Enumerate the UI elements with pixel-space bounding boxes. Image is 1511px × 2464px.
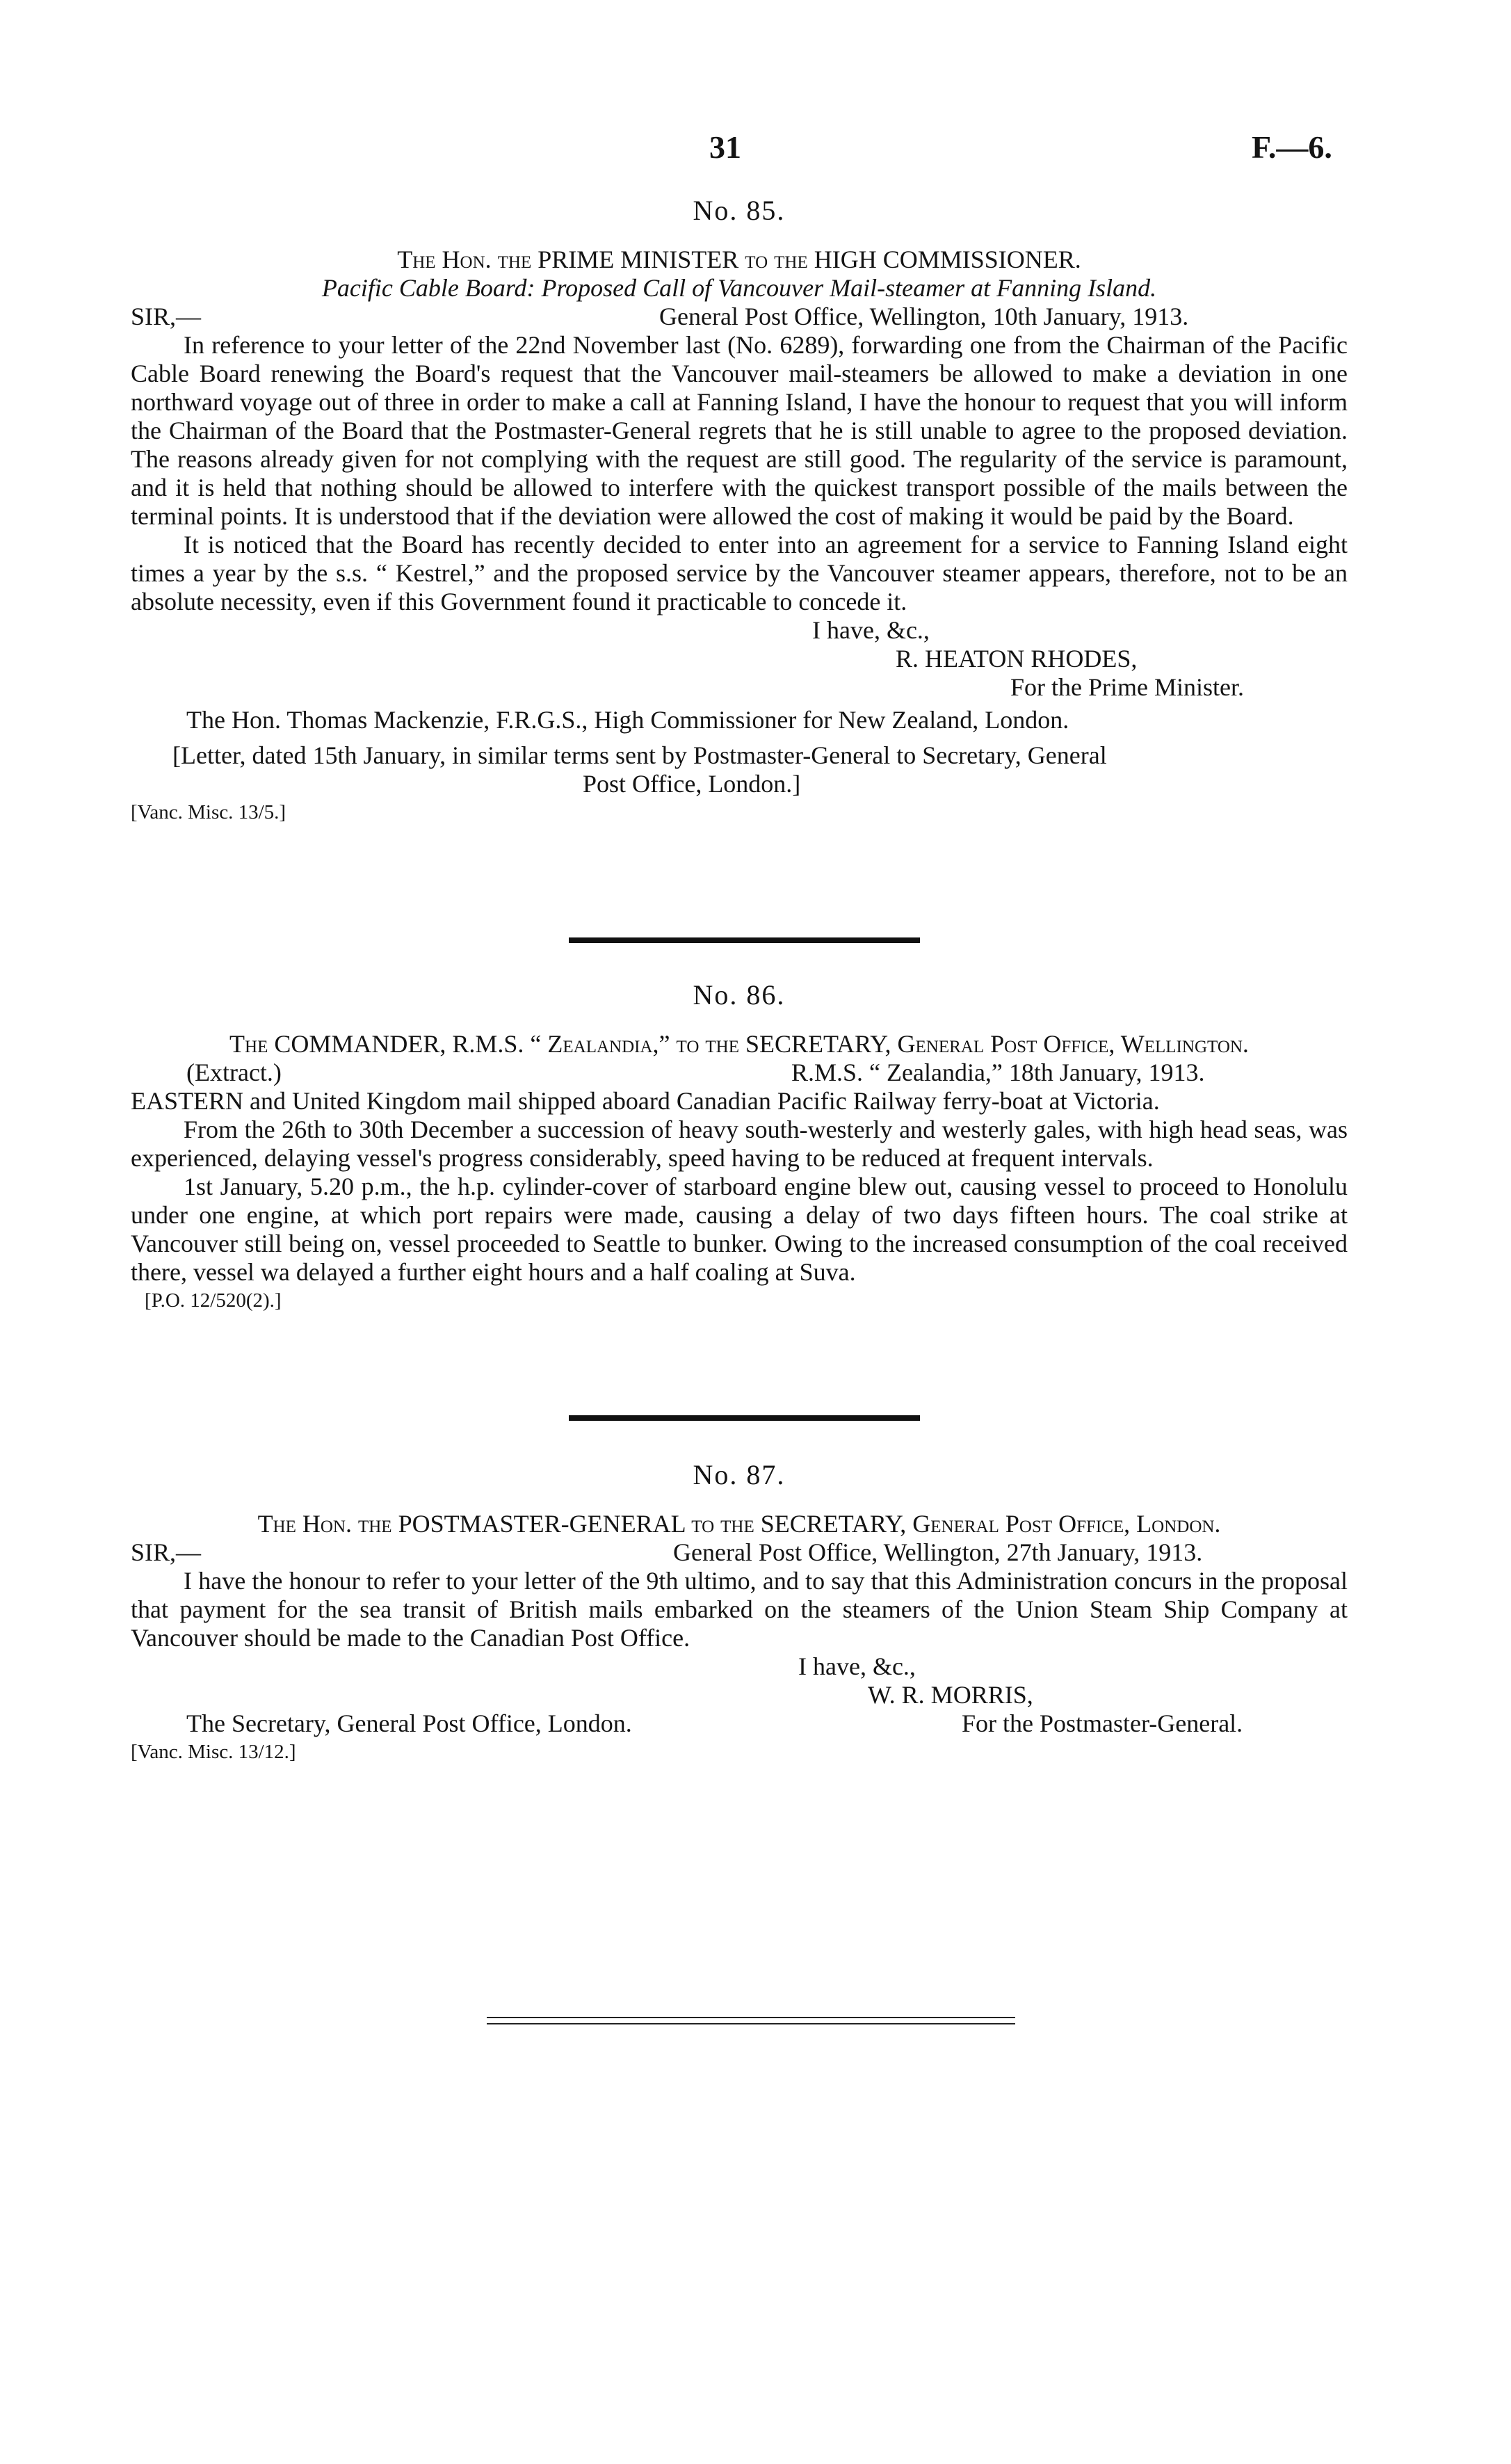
signature-row bbox=[131, 1681, 1348, 1709]
addressee: The Hon. Thomas Mackenzie, F.R.G.S., High Commissioner for New Zealand, London. bbox=[186, 706, 1069, 734]
note-row bbox=[131, 770, 1348, 798]
document-subject: Pacific Cable Board: Proposed Call of Vancouver Mail-steamer at Fanning Island. bbox=[321, 274, 1157, 302]
document-87 bbox=[131, 1460, 1348, 1766]
closing: I have, &c., bbox=[812, 616, 930, 644]
paragraph: In reference to your letter of the 22nd November last (No. 6289), forwarding one from the Chairman of the Pacific Cable Board renewing the Board's request that the Vancouver mail-steamers be allowed to make a deviation in one northward voyage out of three in order to make a call at Fanning Island, I have the honour to request that you will inform the Chairman of the Board that the Postmaster-General regrets that he is still unable to agree to the proposed deviation. The reasons already given for not complying with the request are still good. The regularity of the service is paramount, and it is held that nothing should be allowed to interfere with the quickest transport possible of the mails between the terminal points. It is understood that if the deviation were allowed the cost of making it would be paid by the Board. bbox=[131, 331, 1348, 530]
section-divider bbox=[569, 1415, 920, 1421]
reference-row bbox=[131, 798, 1348, 827]
paragraph: EASTERN and United Kingdom mail shipped aboard Canadian Pacific Railway ferry-boat at Victoria. bbox=[131, 1087, 1160, 1115]
salutation: SIR,— bbox=[131, 303, 202, 330]
document-title: The Hon. the POSTMASTER-GENERAL to the SECRETARY, General Post Office, London. bbox=[257, 1510, 1221, 1538]
page-number: 31 bbox=[709, 129, 741, 165]
signature-role: For the Prime Minister. bbox=[1010, 673, 1244, 701]
reference: [P.O. 12/520(2).] bbox=[145, 1289, 282, 1312]
reference-row bbox=[131, 1287, 1348, 1315]
paragraph: From the 26th to 30th December a succession of heavy south-westerly and westerly gales, with high head seas, was experienced, delaying vessel's progress considerably, speed having to be reduced at frequent intervals. bbox=[131, 1116, 1348, 1172]
paragraph: It is noticed that the Board has recently decided to enter into an agreement for a service to Fanning Island eight times a year by the s.s. “ Kestrel,” and the proposed service by the Vancouver steamer appears, therefore, not to be an absolute necessity, even if this Government found it practicable to concede it. bbox=[131, 531, 1348, 615]
note: [Letter, dated 15th January, in similar terms sent by Postmaster-General to Secretary, General bbox=[172, 741, 1107, 769]
addressee-row bbox=[131, 706, 1348, 734]
extract-row bbox=[131, 1058, 1348, 1087]
note: Post Office, London.] bbox=[583, 770, 801, 798]
paragraph: I have the honour to refer to your letter of the 9th ultimo, and to say that this Administration concurs in the proposal that payment for the sea transit of British mails embarked on the steamers of the Union Steam Ship Company at Vancouver should be made to the Canadian Post Office. bbox=[131, 1567, 1348, 1652]
reference-row bbox=[131, 1738, 1348, 1766]
closing-row bbox=[131, 1652, 1348, 1681]
salutation: SIR,— bbox=[131, 1538, 202, 1566]
reference: [Vanc. Misc. 13/12.] bbox=[131, 1741, 296, 1763]
dateline: General Post Office, Wellington, 10th January, 1913. bbox=[659, 303, 1189, 330]
signature-row bbox=[131, 645, 1348, 673]
dateline: General Post Office, Wellington, 27th January, 1913. bbox=[673, 1538, 1203, 1566]
document-number: No. 86. bbox=[693, 979, 786, 1010]
document-86 bbox=[131, 981, 1348, 1315]
section-divider bbox=[569, 937, 920, 943]
reference: [Vanc. Misc. 13/5.] bbox=[131, 801, 286, 823]
closing-row bbox=[131, 616, 1348, 645]
signature-role-row bbox=[131, 673, 1348, 702]
closing-rule bbox=[487, 2023, 1015, 2024]
document-85 bbox=[131, 196, 1348, 827]
salutation-row bbox=[131, 303, 1348, 331]
note-row bbox=[131, 741, 1348, 770]
salutation-row bbox=[131, 1538, 1348, 1567]
signature: W. R. MORRIS, bbox=[868, 1681, 1033, 1709]
signature-role: For the Postmaster-General. bbox=[962, 1709, 1243, 1737]
closing-rule bbox=[487, 2017, 1015, 2018]
document-title: The COMMANDER, R.M.S. “ Zealandia,” to the SECRETARY, General Post Office, Wellington. bbox=[229, 1030, 1249, 1058]
signature: R. HEATON RHODES, bbox=[896, 645, 1138, 673]
extract-label: (Extract.) bbox=[186, 1058, 282, 1086]
paragraph: 1st January, 5.20 p.m., the h.p. cylinder-cover of starboard engine blew out, causing vessel to proceed to Honolulu under one engine, at which port repairs were made, causing a delay of two days fifteen hours. The coal strike at Vancouver still being on, vessel proceeded to Seattle to bunker. Owing to the increased consumption of the coal received there, vessel wa delayed a further eight hours and a half coaling at Suva. bbox=[131, 1173, 1348, 1286]
addressee-row bbox=[131, 1709, 1348, 1738]
dateline: R.M.S. “ Zealandia,” 18th January, 1913. bbox=[791, 1058, 1205, 1086]
addressee: The Secretary, General Post Office, London. bbox=[186, 1709, 632, 1737]
document-number: No. 85. bbox=[693, 195, 786, 226]
closing: I have, &c., bbox=[798, 1652, 916, 1680]
document-title: The Hon. the PRIME MINISTER to the HIGH COMMISSIONER. bbox=[397, 245, 1081, 273]
document-number: No. 87. bbox=[693, 1459, 786, 1490]
series-number: F.—6. bbox=[1252, 129, 1332, 165]
